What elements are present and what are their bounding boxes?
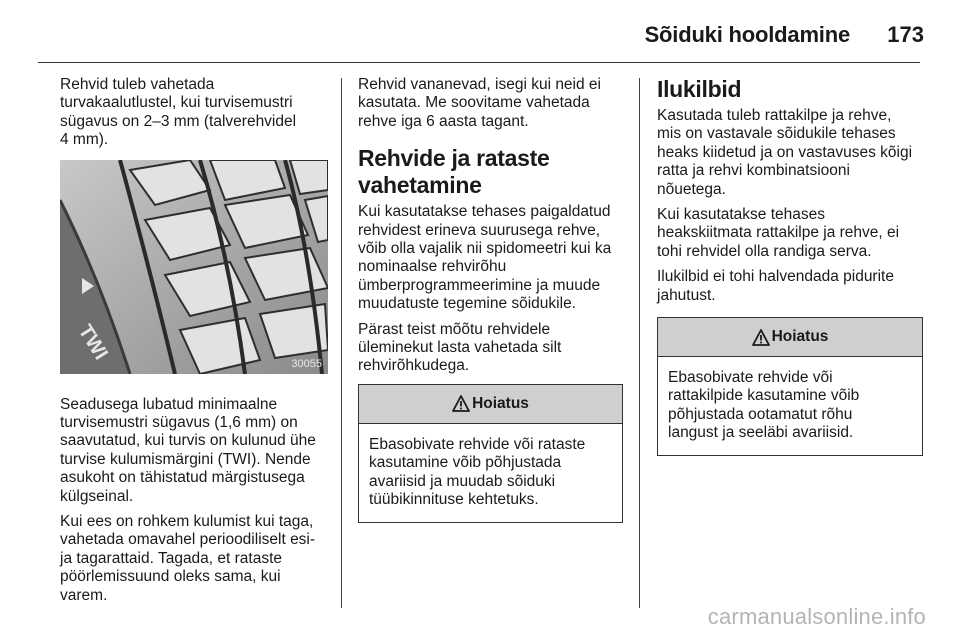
warning-title: Hoiatus [472,394,529,412]
header-rule [38,62,920,63]
pressure-label-paragraph: Pärast teist mõõtu rehvidele üleminekut lasta vahetada silt rehvirõhkudega. [358,320,562,375]
wheel-covers-paragraph: Kasutada tuleb rattakilpe ja rehve, mis on vastavale sõidukile tehases heaks kiidetud ja on vastavuses kõigi ratta ja rehvi kombinatsiooni nõuetega. [657,107,913,198]
page-number: 173 [887,22,924,47]
column-divider-right [639,78,640,608]
section-heading-tire-change: Rehvide ja rataste vahetamine [358,145,550,199]
warning-body: Ebasobivate rehvide või rataste kasutamine võib põhjustada avariisid ja muudab sõiduki tüübikinnituse kehtetuks. [369,435,586,509]
column-right [657,76,923,456]
page-header-title: Sõiduki hooldamine [644,22,850,47]
warning-box-tires [358,384,623,523]
warning-triangle-icon [752,329,770,346]
speedometer-paragraph: Kui kasutatakse tehases paigaldatud rehvidest erineva suurusega rehve, võib olla vajalik nii spidomeetri kui ka nominaalse rehvirõhu ümberprogrammeerimine ja muude muudatuste tegemine sõidukile. [358,203,612,313]
aging-paragraph: Rehvid vananevad, isegi kui neid ei kasutata. Me soovitame vahetada rehve iga 6 aasta tagant. [358,76,601,130]
brake-cooling-paragraph: Ilukilbid ei tohi halvendada pidurite jahutust. [657,268,894,304]
column-middle [358,76,623,523]
warning-header [658,318,922,357]
tire-tread-image [60,160,328,374]
watermark: carmanualsonline.info [707,604,926,629]
warning-header [359,385,622,424]
twi-paragraph: Seadusega lubatud minimaalne turvisemustri sügavus (1,6 mm) on saavutatud, kui turvis on kulunud ühe turvise kulumismärgini (TWI). Nende asukoht on tähistatud märgistusega külgseinal. [60,395,316,505]
rotation-paragraph: Kui ees on rohkem kulumist kui taga, vahetada omavahel perioodiliselt esi- ja tagarattaid. Tagada, et rataste pöörlemissuund oleks sama, kui varem. [60,513,316,604]
section-heading-wheel-covers: Ilukilbid [657,76,742,102]
column-left [60,76,332,612]
factory-approval-paragraph: Kui kasutatakse tehases heakskiitmata rattakilpe ja rehve, ei tohi rehvidel olla randiga serva. [657,206,900,260]
warning-body: Ebasobivate rehvide või rattakilpide kasutamine võib põhjustada ootamatut rõhu langust ja seeläbi avariisid. [668,369,860,442]
tire-tread-figure [60,160,328,374]
warning-title: Hoiatus [771,328,829,346]
tire-sidewall-label: TWI [73,320,112,364]
figure-number: 30055 [291,357,322,370]
warning-triangle-icon [452,395,470,412]
intro-paragraph: Rehvid tuleb vahetada turvakaalutlustel, kui turvisemustri sügavus on 2–3 mm (talverehvidel 4 mm). [60,76,297,149]
column-divider-left [341,78,342,608]
warning-box-wheel-covers [657,317,923,456]
